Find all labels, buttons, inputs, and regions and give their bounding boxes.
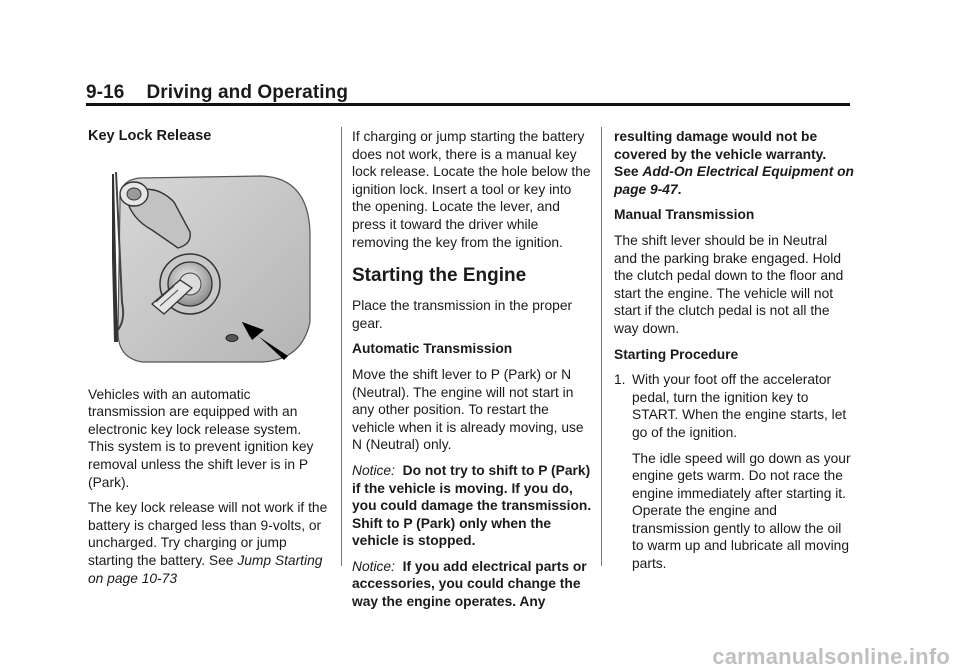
automatic-transmission-paragraph: Move the shift lever to P (Park) or N (Neutral). The engine will not start in any other position. To restart the vehicle when it is already moving, use N (Neutral) only. (352, 366, 584, 453)
column-3 (614, 128, 854, 581)
key-lock-paragraph-1: Vehicles with an automatic transmission are equipped with an electronic key lock release system. This system is to prevent ignition key removal unless the shift lever is in P (Park). (88, 386, 314, 490)
subheading-starting-procedure: Starting Procedure (614, 346, 739, 362)
notice-2-continued-text: resulting damage would not be covered by the vehicle warranty. See (614, 129, 827, 180)
step-number: 1. (614, 372, 626, 388)
column-divider (601, 127, 602, 566)
notice-2-continued (614, 128, 854, 198)
page-header (86, 82, 348, 104)
notice-2-text: If you add electrical parts or accessories, you could change the way the engine operates. Any (352, 558, 587, 610)
notice-label: Notice: (352, 558, 395, 574)
ignition-key-lock-illustration (112, 172, 312, 364)
column-1 (88, 128, 328, 595)
procedure-step-1 (614, 371, 854, 441)
manual-transmission-paragraph: The shift lever should be in Neutral and the parking brake engaged. Hold the clutch pedal down to the floor and start the engine. The vehicle will not start if the clutch pedal is not all the way down. (614, 232, 844, 336)
header-rule (86, 103, 850, 106)
watermark: carmanualsonline.info (712, 644, 950, 669)
notice-1 (352, 462, 594, 550)
key-lock-paragraph-2 (88, 499, 328, 587)
ignition-illustration-icon (112, 172, 312, 364)
chapter-title: Driving and Operating (146, 82, 349, 103)
column-2 (352, 128, 594, 619)
section-title-key-lock-release: Key Lock Release (88, 128, 212, 144)
subheading-automatic-transmission: Automatic Transmission (352, 341, 513, 357)
column-divider (341, 127, 342, 566)
jump-starting-link[interactable]: Jump Starting on page 10-73 (88, 552, 323, 586)
key-lock-paragraph-2-text: The key lock release will not work if the battery is charged less than 9-volts, or uncharged. Try charging or jump starting the battery. See (88, 500, 328, 568)
notice-2 (352, 558, 594, 611)
section-title-starting-engine: Starting the Engine (352, 265, 527, 287)
manual-key-release-paragraph: If charging or jump starting the battery does not work, there is a manual key lock release. Locate the hole below the ignition lock. Insert a tool or key into the opening. Locate the lever, and press it toward the driver while removing the key from the ignition. (352, 129, 591, 250)
notice-label: Notice: (352, 462, 395, 478)
add-on-electrical-link[interactable]: Add-On Electrical Equipment on page 9-47 (614, 164, 854, 197)
proper-gear-paragraph: Place the transmission in the proper gear. (352, 298, 573, 331)
notice-1-text: Do not try to shift to P (Park) if the vehicle is moving. If you do, you could damage the transmission. Shift to P (Park) only when the vehicle is stopped. (352, 462, 592, 549)
notice-2-end: . (677, 181, 682, 197)
subheading-manual-transmission: Manual Transmission (614, 207, 755, 223)
step-text: With your foot off the accelerator pedal, turn the ignition key to START. When the engine starts, let go of the ignition. (632, 372, 847, 440)
page-number: 9-16 (86, 82, 125, 103)
step-1-note: The idle speed will go down as your engine gets warm. Do not race the engine immediately after starting it. Operate the engine and transmission gently to allow the oil to warm up and lubricate all moving parts. (632, 450, 851, 572)
